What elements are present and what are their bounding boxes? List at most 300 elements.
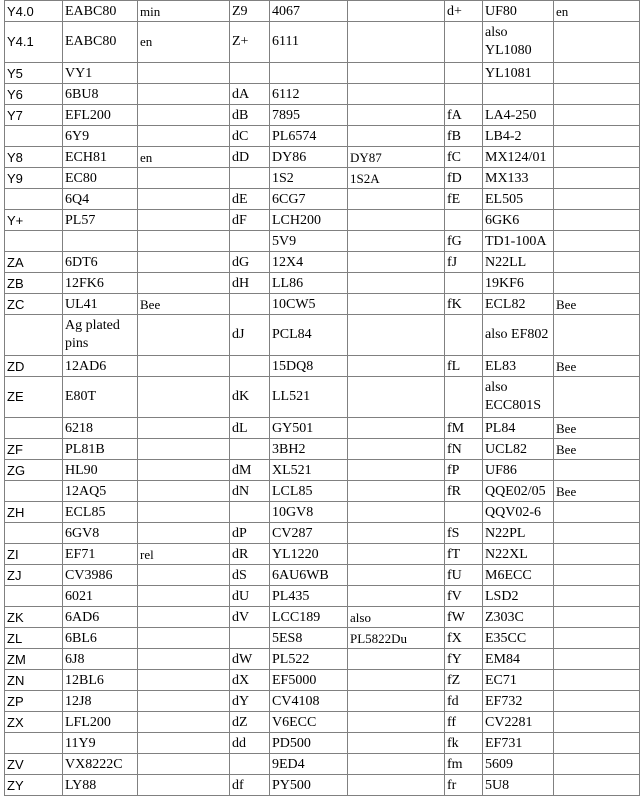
cell-note — [138, 628, 230, 649]
cell-type: EF732 — [483, 691, 554, 712]
cell-code — [445, 315, 483, 356]
table-row — [5, 84, 640, 105]
cell-code: dC — [230, 126, 270, 147]
cell-note — [554, 22, 640, 63]
cell-note — [138, 502, 230, 523]
table-row — [5, 460, 640, 481]
cell-type: ECL82 — [483, 294, 554, 315]
cell-type: 9ED4 — [270, 754, 348, 775]
cell-code — [445, 22, 483, 63]
cell-note: Bee — [554, 439, 640, 460]
cell-type: TD1-100A — [483, 231, 554, 252]
cell-type: 5ES8 — [270, 628, 348, 649]
cell-code: dY — [230, 691, 270, 712]
cell-code: Z+ — [230, 22, 270, 63]
cell-code — [230, 356, 270, 377]
cell-type: 6GK6 — [483, 210, 554, 231]
cell-type: CV4108 — [270, 691, 348, 712]
cell-code: ZV — [5, 754, 63, 775]
cell-note — [138, 712, 230, 733]
table-row — [5, 63, 640, 84]
cell-note — [554, 733, 640, 754]
cell-code: fM — [445, 418, 483, 439]
cell-type: M6ECC — [483, 565, 554, 586]
cell-type: 12J8 — [63, 691, 138, 712]
cell-type: E80T — [63, 377, 138, 418]
cell-note — [138, 733, 230, 754]
cell-note — [348, 523, 445, 544]
cell-note — [138, 649, 230, 670]
cell-code: ZL — [5, 628, 63, 649]
cell-code — [5, 315, 63, 356]
cell-type: HL90 — [63, 460, 138, 481]
cell-type: PL522 — [270, 649, 348, 670]
cell-type: ECH81 — [63, 147, 138, 168]
cell-type: 6CG7 — [270, 189, 348, 210]
cell-code — [230, 754, 270, 775]
table-row — [5, 712, 640, 733]
cell-type: EF731 — [483, 733, 554, 754]
cell-code: fE — [445, 189, 483, 210]
cell-code: ZD — [5, 356, 63, 377]
cell-note — [348, 252, 445, 273]
cell-type: LA4-250 — [483, 105, 554, 126]
cell-code: fV — [445, 586, 483, 607]
table-row — [5, 22, 640, 63]
cell-type: UF80 — [483, 1, 554, 22]
cell-note — [348, 502, 445, 523]
cell-note — [138, 439, 230, 460]
cell-code: dB — [230, 105, 270, 126]
table-row — [5, 439, 640, 460]
cell-code: fP — [445, 460, 483, 481]
cell-note — [138, 418, 230, 439]
cell-type: UF86 — [483, 460, 554, 481]
cell-note: PL5822Du — [348, 628, 445, 649]
cell-code: d+ — [445, 1, 483, 22]
cell-note — [554, 712, 640, 733]
cell-code: ZP — [5, 691, 63, 712]
table-row — [5, 754, 640, 775]
cell-type: N22XL — [483, 544, 554, 565]
cell-note: Bee — [554, 481, 640, 502]
cell-note — [348, 189, 445, 210]
cell-note — [554, 502, 640, 523]
cell-code: Y6 — [5, 84, 63, 105]
cell-code: fX — [445, 628, 483, 649]
cell-note — [348, 22, 445, 63]
cell-note — [138, 691, 230, 712]
cell-type: PCL84 — [270, 315, 348, 356]
cell-type: MX133 — [483, 168, 554, 189]
cell-code: ZM — [5, 649, 63, 670]
cell-note — [138, 189, 230, 210]
cell-code — [230, 502, 270, 523]
cell-code: Y7 — [5, 105, 63, 126]
cell-code: dV — [230, 607, 270, 628]
cell-code — [5, 418, 63, 439]
cell-code: ZI — [5, 544, 63, 565]
cell-type: 7895 — [270, 105, 348, 126]
cell-note — [348, 63, 445, 84]
table-row — [5, 126, 640, 147]
cell-code: ZF — [5, 439, 63, 460]
cell-type: 12AQ5 — [63, 481, 138, 502]
cell-note — [138, 126, 230, 147]
cell-type — [483, 84, 554, 105]
cell-code: ZB — [5, 273, 63, 294]
cell-code: fZ — [445, 670, 483, 691]
table-row — [5, 586, 640, 607]
cell-type: EF71 — [63, 544, 138, 565]
cell-code: dE — [230, 189, 270, 210]
cell-code: Y4.0 — [5, 1, 63, 22]
cell-note — [554, 84, 640, 105]
table-row — [5, 147, 640, 168]
cell-code: dR — [230, 544, 270, 565]
table-row — [5, 628, 640, 649]
table-row — [5, 670, 640, 691]
cell-code: dU — [230, 586, 270, 607]
cell-type: LCL85 — [270, 481, 348, 502]
cell-type: E35CC — [483, 628, 554, 649]
cell-code — [230, 439, 270, 460]
cell-code: dP — [230, 523, 270, 544]
cell-type: VY1 — [63, 63, 138, 84]
cell-type: EABC80 — [63, 1, 138, 22]
cell-note — [138, 84, 230, 105]
cell-note — [554, 691, 640, 712]
cell-type: LCC189 — [270, 607, 348, 628]
cell-type: 6Y9 — [63, 126, 138, 147]
cell-code: fR — [445, 481, 483, 502]
cell-type: CV2281 — [483, 712, 554, 733]
cell-note — [348, 231, 445, 252]
cell-type: 6AD6 — [63, 607, 138, 628]
cell-note — [554, 523, 640, 544]
cell-note: Bee — [554, 418, 640, 439]
cell-note: en — [138, 147, 230, 168]
cell-type: YL1220 — [270, 544, 348, 565]
cell-note — [554, 189, 640, 210]
cell-code — [230, 168, 270, 189]
cell-type: GY501 — [270, 418, 348, 439]
cell-type: N22PL — [483, 523, 554, 544]
cell-note — [348, 356, 445, 377]
cell-note — [138, 105, 230, 126]
cell-note — [138, 565, 230, 586]
table-row — [5, 377, 640, 418]
cell-type: EL83 — [483, 356, 554, 377]
cell-type: 6112 — [270, 84, 348, 105]
cell-code: dZ — [230, 712, 270, 733]
table-row — [5, 210, 640, 231]
cell-note — [348, 84, 445, 105]
cell-code: fC — [445, 147, 483, 168]
cell-type: 6DT6 — [63, 252, 138, 273]
cell-code — [445, 63, 483, 84]
table-row — [5, 168, 640, 189]
cell-note — [348, 294, 445, 315]
table-row — [5, 1, 640, 22]
cell-note — [348, 273, 445, 294]
cell-type: EF5000 — [270, 670, 348, 691]
cell-code: fY — [445, 649, 483, 670]
cell-type: LFL200 — [63, 712, 138, 733]
cell-note — [554, 210, 640, 231]
cell-note — [554, 607, 640, 628]
cell-type: LL86 — [270, 273, 348, 294]
cell-note — [138, 460, 230, 481]
cell-code: fD — [445, 168, 483, 189]
cell-type: 10GV8 — [270, 502, 348, 523]
cell-type: PL435 — [270, 586, 348, 607]
cell-type: LY88 — [63, 775, 138, 796]
cell-note — [348, 1, 445, 22]
cell-note — [138, 481, 230, 502]
cell-type: EL505 — [483, 189, 554, 210]
cell-note — [554, 460, 640, 481]
cell-type: Ag plated pins — [63, 315, 138, 356]
cell-type: 6BU8 — [63, 84, 138, 105]
cell-code: dA — [230, 84, 270, 105]
cell-code: fU — [445, 565, 483, 586]
cell-code — [230, 231, 270, 252]
cell-note — [348, 126, 445, 147]
cell-note — [348, 439, 445, 460]
cell-code: ZX — [5, 712, 63, 733]
cell-code: ZJ — [5, 565, 63, 586]
table-row — [5, 273, 640, 294]
cell-code: dW — [230, 649, 270, 670]
cell-code: Y9 — [5, 168, 63, 189]
cell-code: dH — [230, 273, 270, 294]
cell-note — [138, 315, 230, 356]
cell-note — [138, 523, 230, 544]
cell-note — [138, 670, 230, 691]
cell-type: 4067 — [270, 1, 348, 22]
cell-note — [348, 691, 445, 712]
cell-type: CV3986 — [63, 565, 138, 586]
cell-type: 6J8 — [63, 649, 138, 670]
cell-code: dG — [230, 252, 270, 273]
cell-code: fk — [445, 733, 483, 754]
cell-type: DY86 — [270, 147, 348, 168]
cell-note — [554, 544, 640, 565]
cell-type: 6Q4 — [63, 189, 138, 210]
table-row — [5, 481, 640, 502]
cell-note — [554, 754, 640, 775]
cell-type: also YL1080 — [483, 22, 554, 63]
cell-code: fr — [445, 775, 483, 796]
cell-code: Y8 — [5, 147, 63, 168]
cell-type: EFL200 — [63, 105, 138, 126]
cell-code — [5, 231, 63, 252]
cell-type: CV287 — [270, 523, 348, 544]
table-row — [5, 523, 640, 544]
cell-note: also — [348, 607, 445, 628]
cell-code: dX — [230, 670, 270, 691]
cell-code — [230, 294, 270, 315]
cell-note — [554, 565, 640, 586]
cell-code: ZN — [5, 670, 63, 691]
cell-note — [348, 649, 445, 670]
cell-type: VX8222C — [63, 754, 138, 775]
table-row — [5, 649, 640, 670]
cell-type: EC80 — [63, 168, 138, 189]
cell-code: fK — [445, 294, 483, 315]
cell-type: also EF802 — [483, 315, 554, 356]
cell-note — [348, 733, 445, 754]
cell-note: 1S2A — [348, 168, 445, 189]
cell-type: EM84 — [483, 649, 554, 670]
cell-type: LCH200 — [270, 210, 348, 231]
cell-note — [554, 168, 640, 189]
cell-note: rel — [138, 544, 230, 565]
cell-note — [348, 712, 445, 733]
cell-code: dS — [230, 565, 270, 586]
cell-type: QQV02-6 — [483, 502, 554, 523]
cell-code: ZH — [5, 502, 63, 523]
cell-note: Bee — [138, 294, 230, 315]
cell-type: V6ECC — [270, 712, 348, 733]
cell-note — [554, 315, 640, 356]
cell-code — [5, 481, 63, 502]
table-row — [5, 252, 640, 273]
cell-code: dK — [230, 377, 270, 418]
cell-note — [554, 231, 640, 252]
table-row — [5, 189, 640, 210]
cell-code: dd — [230, 733, 270, 754]
cell-code — [5, 586, 63, 607]
cell-code: fL — [445, 356, 483, 377]
cell-type: 12FK6 — [63, 273, 138, 294]
cell-code: fS — [445, 523, 483, 544]
table-body — [5, 1, 640, 796]
cell-note — [348, 377, 445, 418]
cell-code: Y5 — [5, 63, 63, 84]
cell-type: 5V9 — [270, 231, 348, 252]
cell-code: dM — [230, 460, 270, 481]
cell-code: ZK — [5, 607, 63, 628]
cell-code: dL — [230, 418, 270, 439]
cell-note: en — [138, 22, 230, 63]
cell-note — [348, 775, 445, 796]
cell-note — [138, 231, 230, 252]
cell-code — [445, 273, 483, 294]
cell-type: EC71 — [483, 670, 554, 691]
cell-note — [554, 252, 640, 273]
cell-type: 6218 — [63, 418, 138, 439]
cell-code: fG — [445, 231, 483, 252]
cell-code: Z9 — [230, 1, 270, 22]
cell-code — [445, 502, 483, 523]
cell-type: YL1081 — [483, 63, 554, 84]
cell-note — [554, 105, 640, 126]
cell-code: Y4.1 — [5, 22, 63, 63]
cell-code: fT — [445, 544, 483, 565]
cell-type: 12X4 — [270, 252, 348, 273]
cell-code: dD — [230, 147, 270, 168]
cell-type: 6BL6 — [63, 628, 138, 649]
valve-code-table — [4, 0, 640, 796]
table-row — [5, 544, 640, 565]
cell-note: Bee — [554, 356, 640, 377]
cell-note — [348, 754, 445, 775]
cell-type: 1S2 — [270, 168, 348, 189]
table-row — [5, 231, 640, 252]
cell-note — [348, 565, 445, 586]
cell-type: 15DQ8 — [270, 356, 348, 377]
cell-note — [348, 481, 445, 502]
cell-type: 6GV8 — [63, 523, 138, 544]
cell-type: 12AD6 — [63, 356, 138, 377]
cell-note — [138, 586, 230, 607]
cell-type: 6AU6WB — [270, 565, 348, 586]
cell-note — [138, 377, 230, 418]
cell-code: dN — [230, 481, 270, 502]
cell-code: dJ — [230, 315, 270, 356]
cell-type: QQE02/05 — [483, 481, 554, 502]
cell-note — [554, 126, 640, 147]
table-row — [5, 105, 640, 126]
cell-note — [138, 356, 230, 377]
cell-code: ZA — [5, 252, 63, 273]
cell-note: min — [138, 1, 230, 22]
cell-type: LL521 — [270, 377, 348, 418]
cell-type: 5609 — [483, 754, 554, 775]
cell-type: 3BH2 — [270, 439, 348, 460]
cell-code — [445, 210, 483, 231]
cell-type: XL521 — [270, 460, 348, 481]
cell-type: UL41 — [63, 294, 138, 315]
cell-type: 12BL6 — [63, 670, 138, 691]
cell-type: 10CW5 — [270, 294, 348, 315]
cell-note — [138, 252, 230, 273]
table-row — [5, 565, 640, 586]
cell-note — [138, 63, 230, 84]
cell-note — [138, 168, 230, 189]
cell-code — [5, 733, 63, 754]
cell-note — [138, 607, 230, 628]
table-row — [5, 691, 640, 712]
cell-type: LSD2 — [483, 586, 554, 607]
cell-note — [554, 628, 640, 649]
cell-code: fN — [445, 439, 483, 460]
cell-note — [348, 586, 445, 607]
cell-code: fW — [445, 607, 483, 628]
cell-type: PD500 — [270, 733, 348, 754]
cell-type — [63, 231, 138, 252]
cell-note — [348, 315, 445, 356]
cell-code — [445, 377, 483, 418]
cell-code — [5, 189, 63, 210]
cell-type: PY500 — [270, 775, 348, 796]
cell-type: PL6574 — [270, 126, 348, 147]
cell-type: EABC80 — [63, 22, 138, 63]
cell-note — [348, 670, 445, 691]
cell-note — [554, 670, 640, 691]
cell-type: also ECC801S — [483, 377, 554, 418]
cell-note — [554, 586, 640, 607]
cell-code: ff — [445, 712, 483, 733]
cell-code: fJ — [445, 252, 483, 273]
cell-note — [554, 377, 640, 418]
cell-code — [230, 628, 270, 649]
table-row — [5, 733, 640, 754]
cell-note — [138, 775, 230, 796]
cell-code: ZE — [5, 377, 63, 418]
